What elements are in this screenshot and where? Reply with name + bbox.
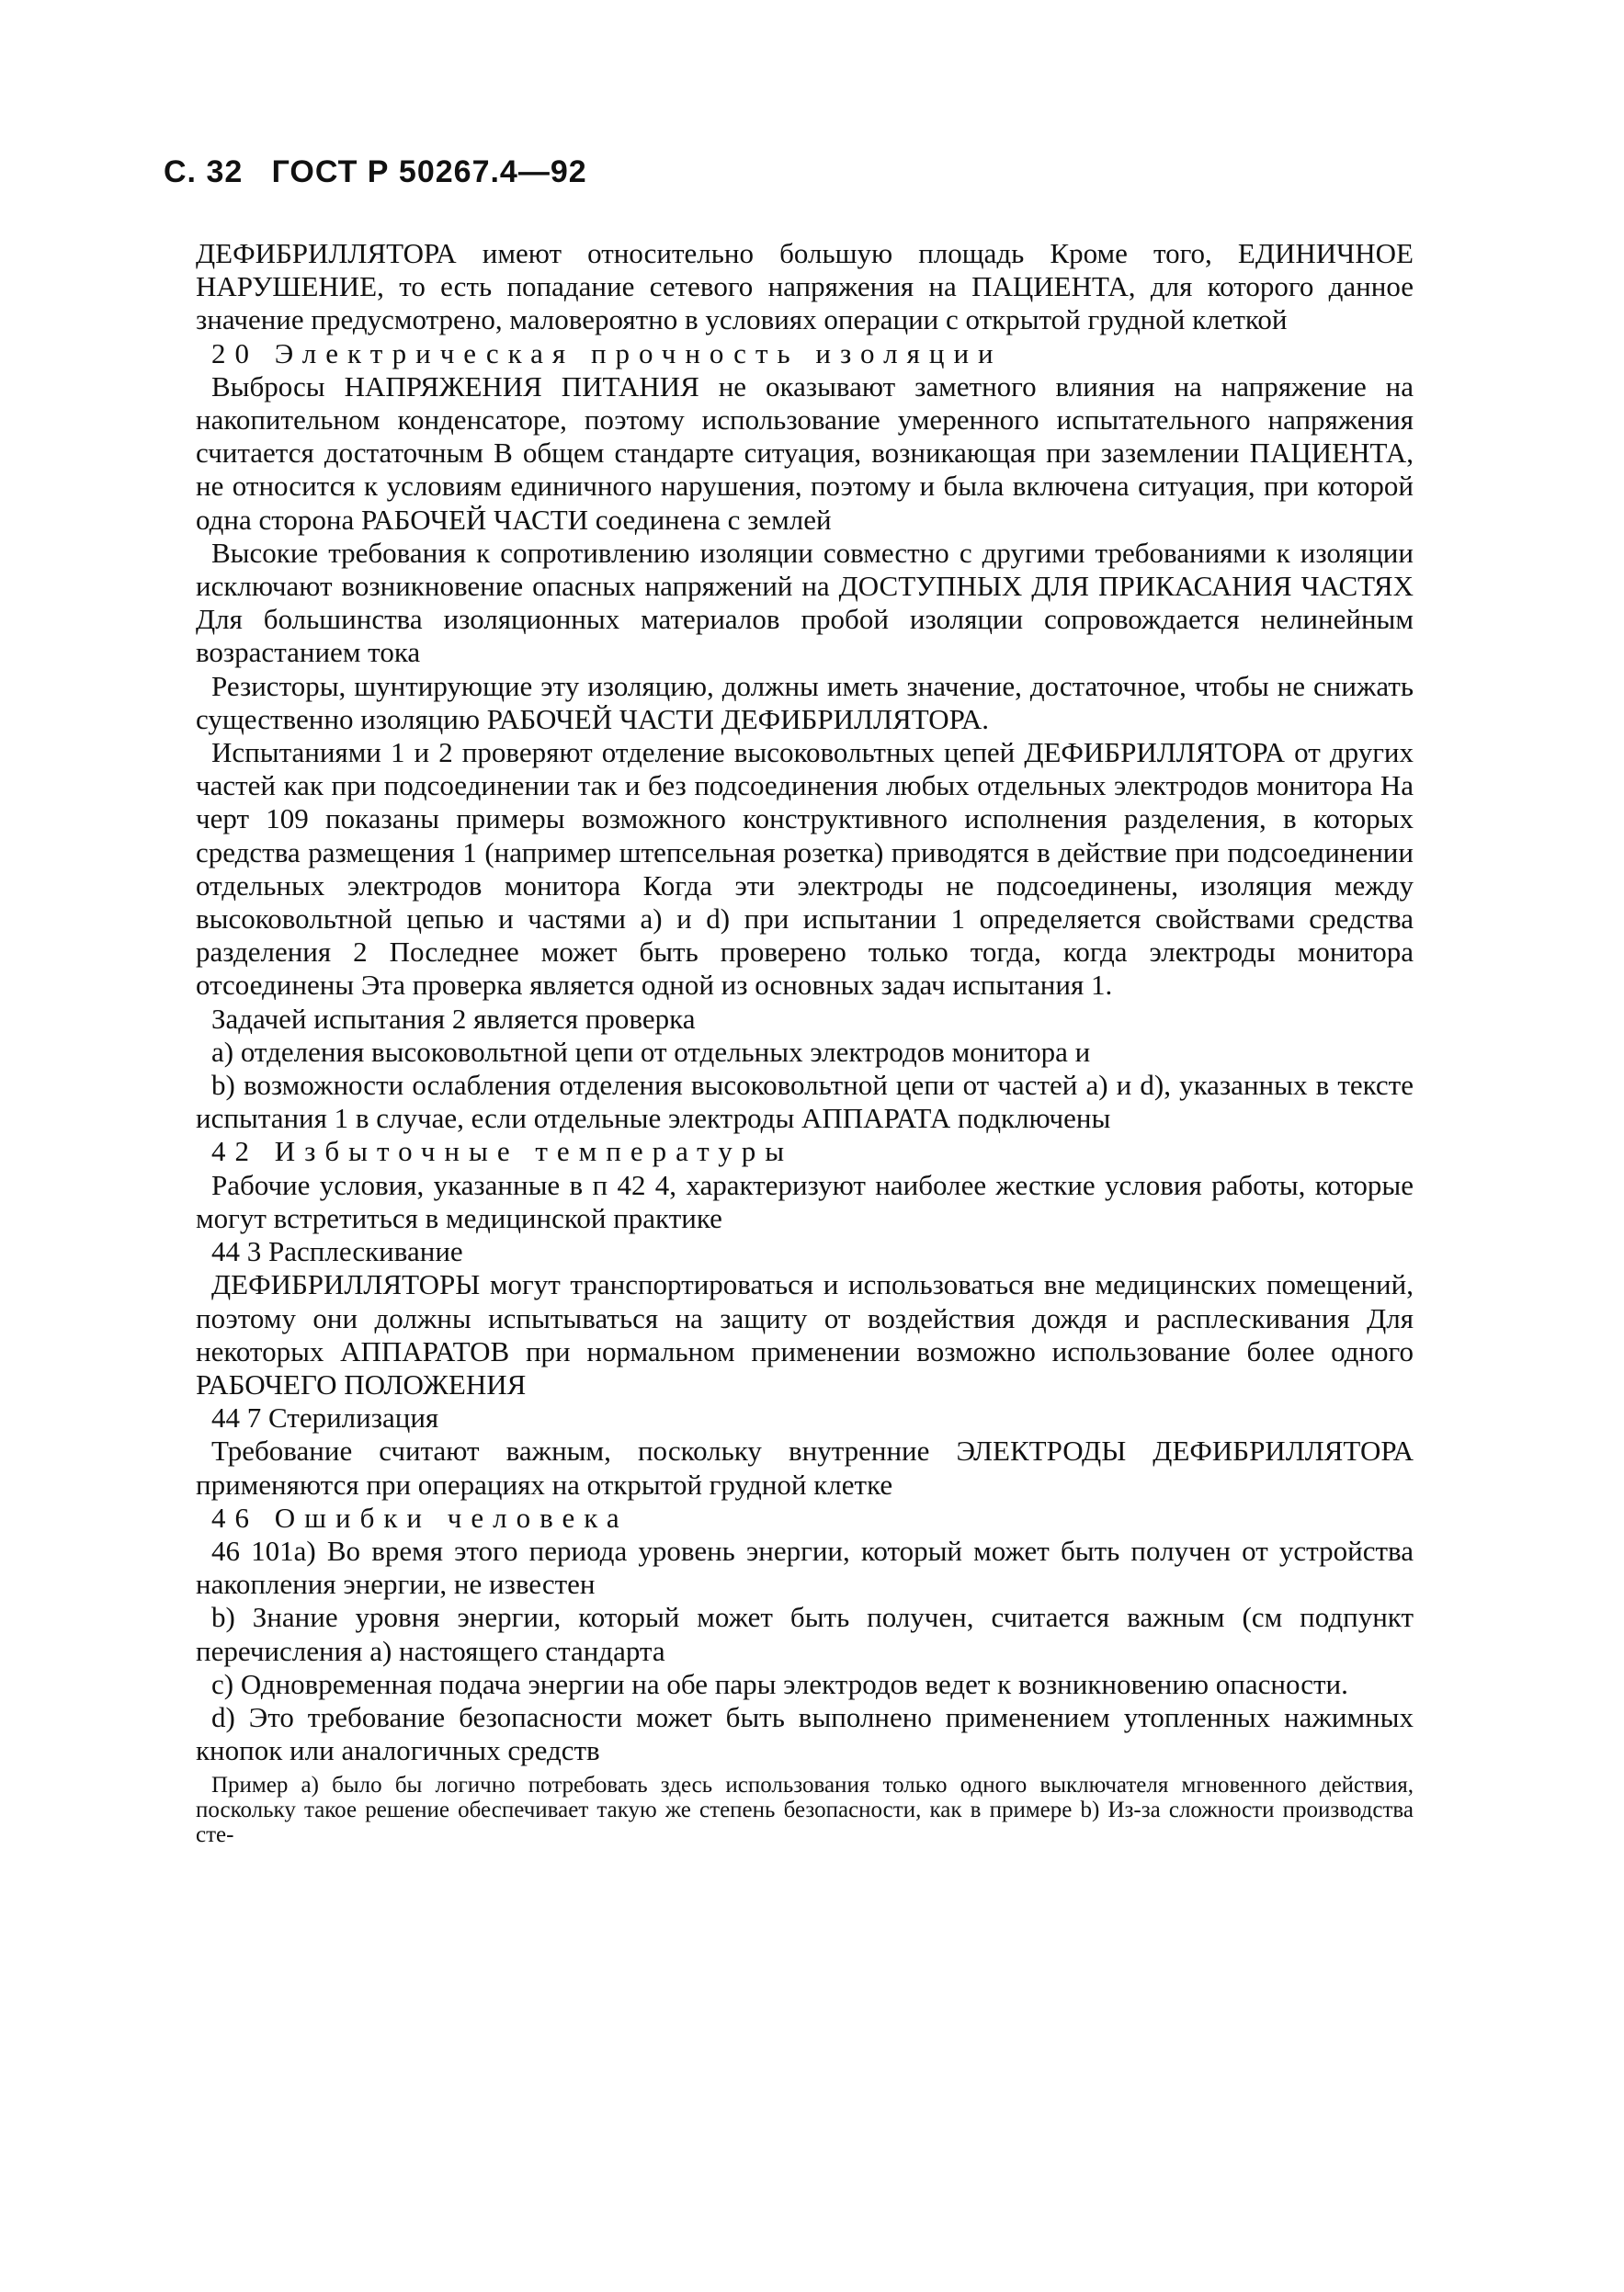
paragraph: Высокие требования к сопротивлению изоляции совместно с другими требованиями к изоляции исключают возникновение опасных напряжений на ДОСТУПНЫХ ДЛЯ ПРИКАСАНИЯ ЧАСТЯХ Для большинства изоляционных материалов пробой изоляции сопровождается нелинейным возрастанием тока [196,536,1414,669]
paragraph: d) Это требование безопасности может быть выполнено применением утопленных нажимных кнопок или аналогичных средств [196,1700,1414,1767]
section-heading: 46 Ошибки человека [211,1501,629,1534]
page-number: С. 32 [164,154,244,189]
paragraph: Резисторы, шунтирующие эту изоляцию, должны иметь значение, достаточное, чтобы не снижать существенно изоляцию РАБОЧЕЙ ЧАСТИ ДЕФИБРИЛЛЯТОРА. [196,669,1414,735]
paragraph: ДЕФИБРИЛЛЯТОРЫ могут транспортироваться и использоваться вне медицинских помещений, поэтому они должны испытываться на защиту от воздействия дождя и расплескивания Для некоторых АППАРАТОВ при нормальном применении возможно использование более одного РАБОЧЕГО ПОЛОЖЕНИЯ [196,1268,1414,1401]
paragraph: 44 3 Расплескивание [211,1235,463,1268]
paragraph: ДЕФИБРИЛЛЯТОРА имеют относительно большую площадь Кроме того, ЕДИНИЧНОЕ НАРУШЕНИЕ, то есть попадание сетевого напряжения на ПАЦИЕНТА, для которого данное значение предусмотрено, маловероятно в условиях операции с открытой грудной клеткой [196,237,1414,336]
section-heading: 42 Избыточные температуры [211,1135,794,1168]
paragraph: b) возможности ослабления отделения высоковольтной цепи от частей а) и d), указанных в тексте испытания 1 в случае, если отдельные электроды АППАРАТА подключены [196,1069,1414,1135]
paragraph: Требование считают важным, поскольку внутренние ЭЛЕКТРОДЫ ДЕФИБРИЛЛЯТОРА применяются при операциях на открытой грудной клетке [196,1435,1414,1501]
paragraph: Испытаниями 1 и 2 проверяют отделение высоковольтных цепей ДЕФИБРИЛЛЯТОРА от других частей как при подсоединении так и без подсоединения любых отдельных электродов монитора На черт 109 показаны примеры возможного конструктивного исполнения разделения, в которых средства размещения 1 (например штепсельная розетка) приводятся в действие при подсоединении отдельных электродов монитора Когда эти электроды не подсоединены, изоляция между высоковольтной цепью и частями а) и d) при испытании 1 определяется свойствами средства разделения 2 Последнее может быть проверено только тогда, когда электроды монитора отсоединены Эта проверка является одной из основных задач испытания 1. [196,736,1414,1002]
standard-code: ГОСТ Р 50267.4—92 [271,154,587,189]
paragraph: а) отделения высоковольтной цепи от отдельных электродов монитора и [211,1035,1091,1068]
paragraph: 46 101а) Во время этого периода уровень энергии, который может быть получен от устройства накопления энергии, не известен [196,1534,1414,1601]
paragraph: Задачей испытания 2 является проверка [211,1002,696,1035]
page-header [164,154,587,190]
paragraph: 44 7 Стерилизация [211,1401,439,1435]
footnote-paragraph: Пример а) было бы логично потребовать здесь использования только одного выключателя мгновенного действия, поскольку такое решение обеспечивает такую же степень безопасности, как в примере b) Из-за сложности производства сте- [196,1773,1414,1848]
paragraph: Рабочие условия, указанные в п 42 4, характеризуют наиболее жесткие условия работы, которые могут встретиться в медицинской практике [196,1168,1414,1234]
section-heading: 20 Электрическая прочность изоляции [211,336,1003,369]
paragraph: Выбросы НАПРЯЖЕНИЯ ПИТАНИЯ не оказывают заметного влияния на напряжение на накопительном конденсаторе, поэтому использование умеренного испытательного напряжения считается достаточным В общем стандарте ситуация, возникающая при заземлении ПАЦИЕНТА, не относится к условиям единичного нарушения, поэтому и была включена ситуация, при которой одна сторона РАБОЧЕЙ ЧАСТИ соединена с землей [196,369,1414,536]
paragraph: с) Одновременная подача энергии на обе пары электродов ведет к возникновению опасности. [211,1667,1348,1700]
document-body [196,237,1414,1847]
paragraph: b) Знание уровня энергии, который может быть получен, считается важным (см подпункт перечисления а) настоящего стандарта [196,1601,1414,1667]
